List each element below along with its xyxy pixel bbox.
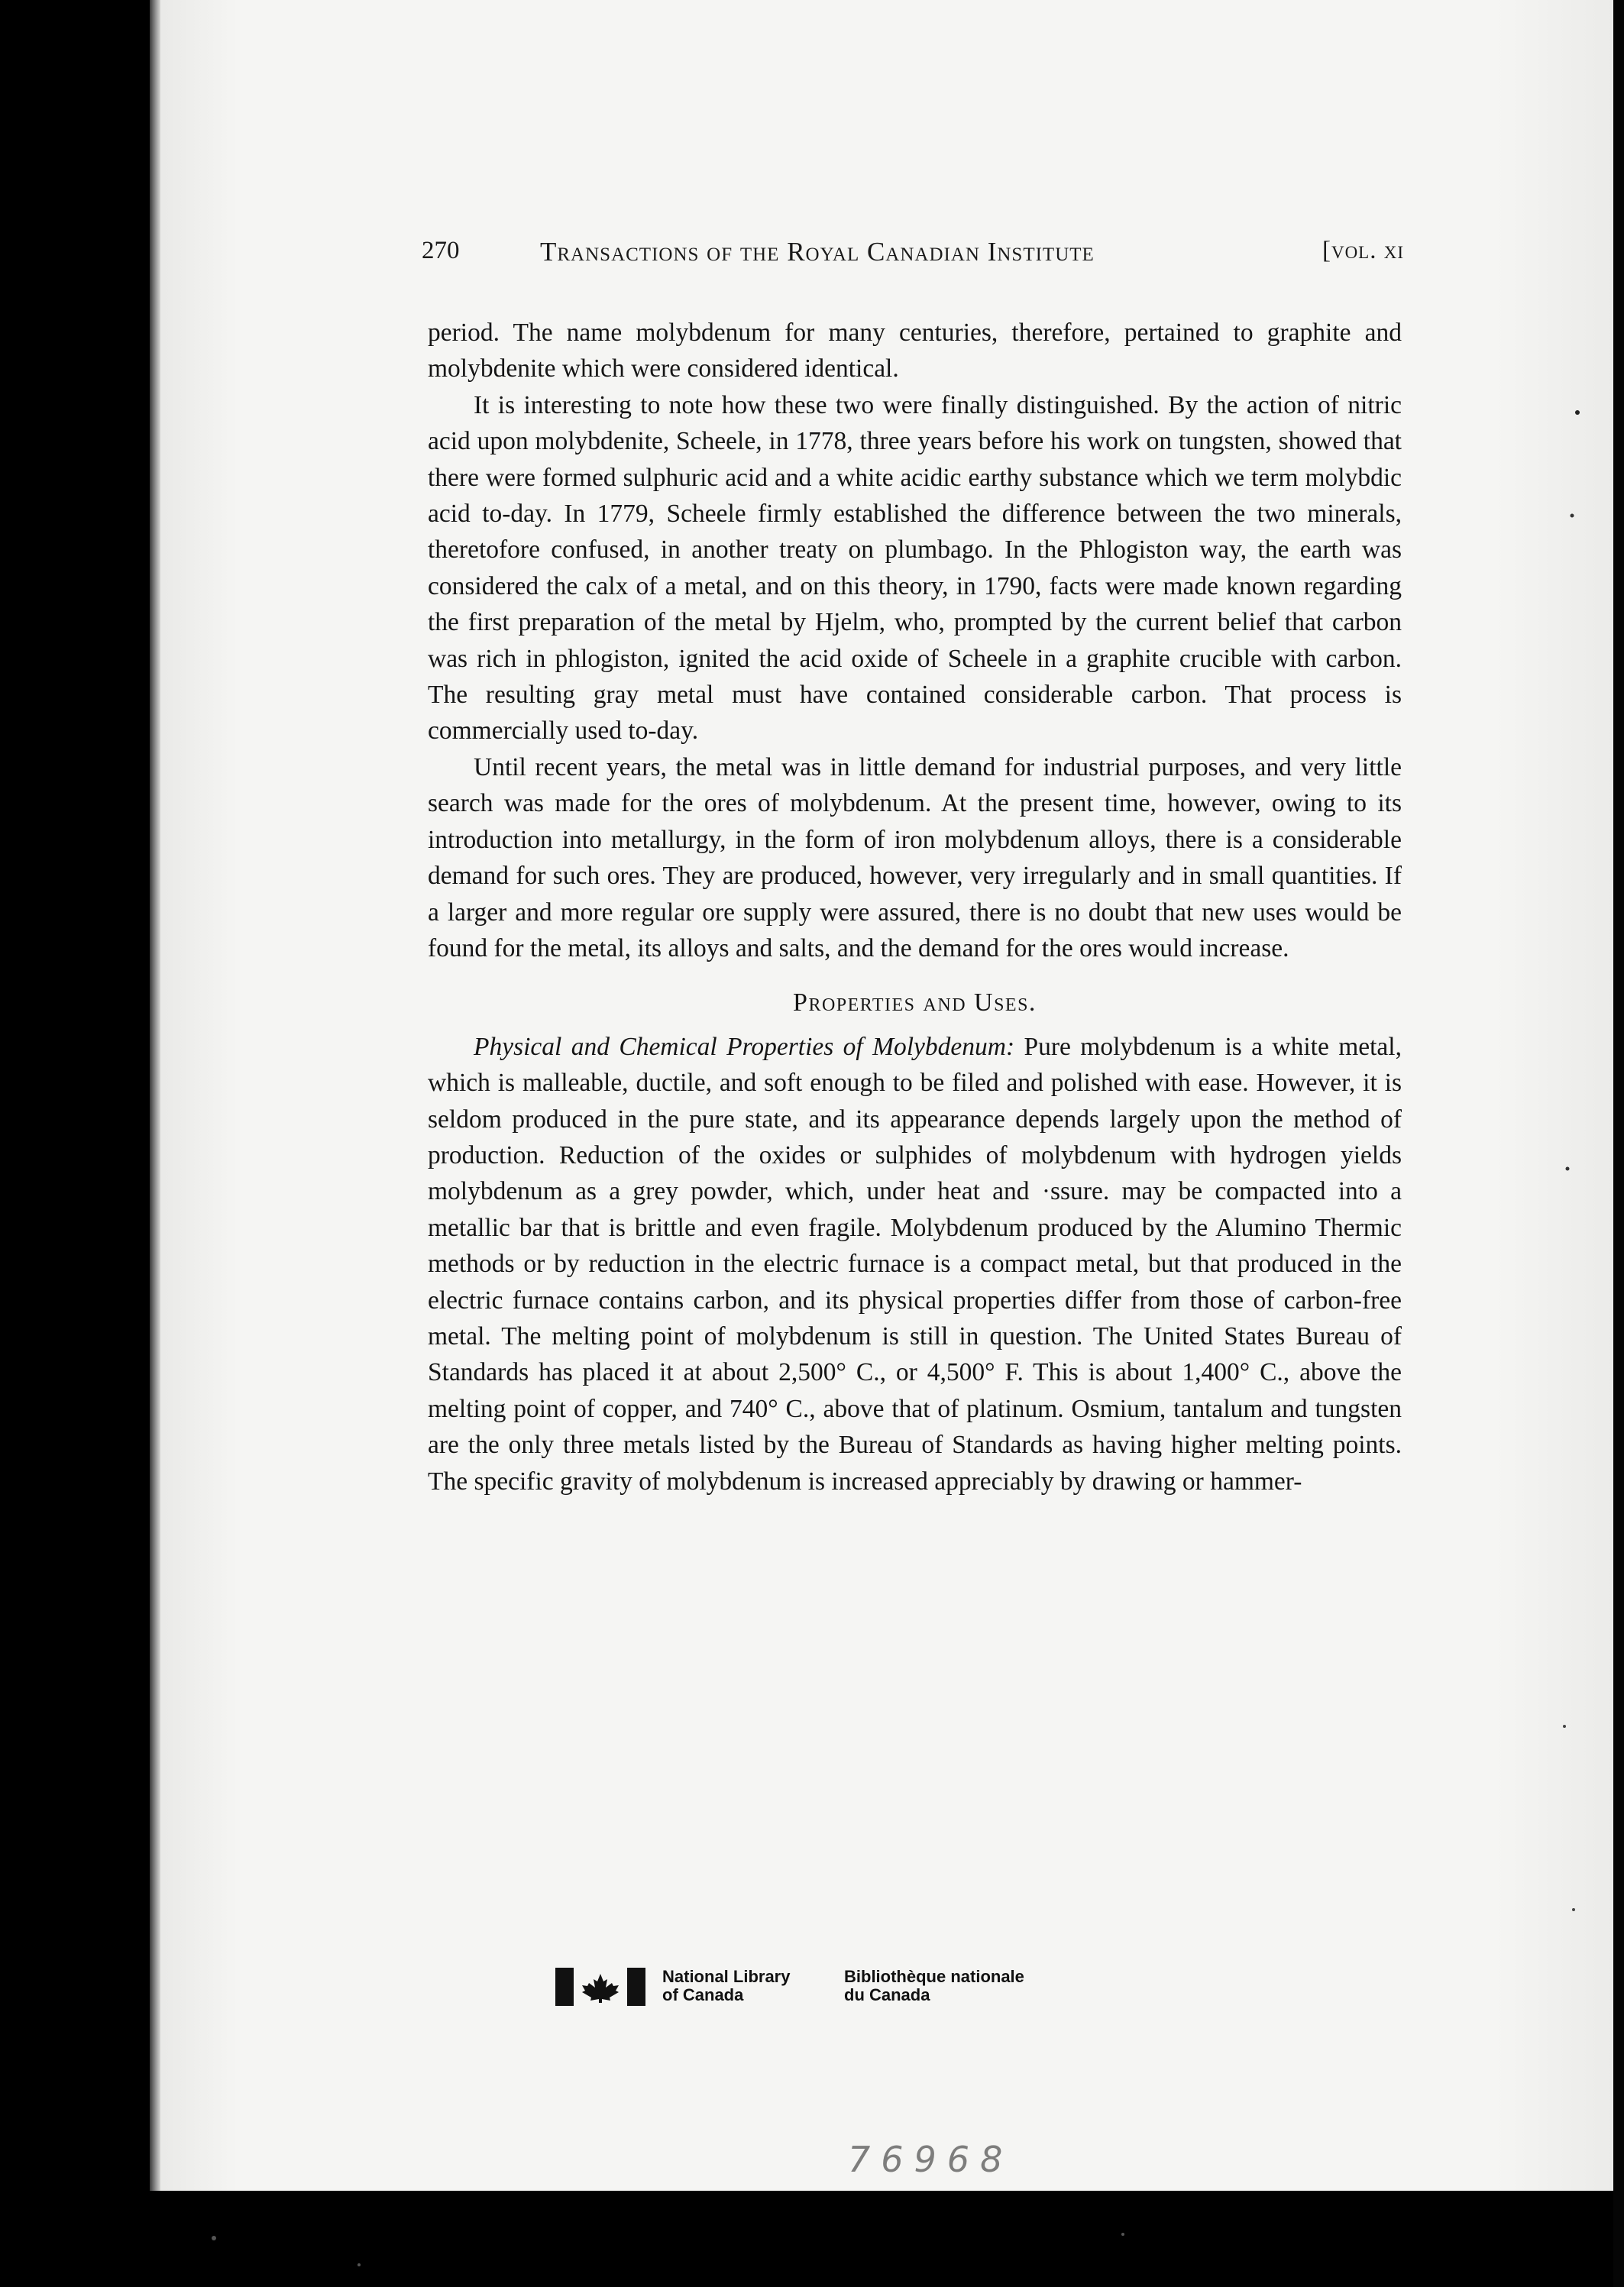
canada-flag-icon [555, 1968, 645, 2006]
paragraph-3: Until recent years, the metal was in little demand for industrial purposes, and very little search was made for the ores of molybdenum. At the present time, however, owing to its introduction into metallurgy, in the form of iron molybdenum alloys, there is a considerable demand for such ores. They are produced, however, very irregularly and in small quantities. If a larger and more regular ore supply were assured, there is no doubt that new uses would be found for the metal, its alloys and salts, and the demand for the ores would increase. [428, 752, 1402, 962]
page-right-edge [1613, 0, 1624, 2287]
main-text-block [428, 315, 1402, 1499]
paragraph-2: It is interesting to note how these two were finally distinguished. By the action of nitric acid upon molybdenite, Scheele, in 1778, three years before his work on tungsten, showed that there were formed sulphuric acid and a white acidic earthy substance which we term molybdic acid to-day. In 1779, Scheele firmly established the difference between the two minerals, theretofore confused, in another treaty on plumbago. In the Phlogiston way, the earth was considered the calx of a metal, and on this theory, in 1790, facts were made known regarding the first preparation of the metal by Hjelm, who, prompted by the current belief that carbon was rich in phlogiston, ignited the acid oxide of Scheele in a graphite crucible with carbon. The resulting gray metal must have contained considerable carbon. That process is commercially used to-day. [428, 390, 1402, 746]
paragraph-4-lead: Physical and Chemical Properties of Molybdenum: [474, 1032, 1015, 1061]
paragraph-4-body: Pure molybdenum is a white metal, which is malleable, ductile, and soft enough to be filed and polished with ease. However, it is seldom produced in the pure state, and its appearance depends largely upon the method of production. Reduction of the oxides or sulphides of molybdenum with hydrogen yields molybdenum as a grey powder, which, under heat and ·ssure. may be compacted into a metallic bar that is brittle and even fragile. Molybdenum produced by the Alumino Thermic methods or by reduction in the electric furnace is a compact metal, but that produced in the electric furnace contains carbon, and its physical properties differ from those of carbon-free metal. The melting point of molybdenum is still in question. The United States Bureau of Standards has placed it at about 2,500° C., or 4,500° F. This is about 1,400° C., above the melting point of copper, and 740° C., above that of platinum. Osmium, tantalum and tungsten are the only three metals listed by the Bureau of Standards as having higher melting points. The specific gravity of molybdenum is increased appreciably by drawing or hammer- [428, 1032, 1402, 1496]
paragraph-4 [428, 1029, 1402, 1499]
page-number: 270 [422, 237, 460, 264]
volume-label: [vol. xi [1322, 237, 1404, 264]
section-heading: Properties and Uses. [793, 988, 1037, 1017]
paragraph-1: period. The name molybdenum for many centuries, therefore, pertained to graphite and molybdenite which were considered identical. [428, 319, 1402, 383]
library-name-english: National Library of Canada [662, 1967, 791, 2004]
handwritten-accession-number: 76968 [848, 2139, 1014, 2180]
running-header [422, 237, 1404, 278]
maple-leaf-icon [578, 1972, 623, 2003]
page-spine-shadow [150, 0, 160, 2191]
library-footer [555, 1965, 1090, 2010]
running-title: Transactions of the Royal Canadian Institute [540, 237, 1095, 267]
library-name-french: Bibliothèque nationale du Canada [844, 1967, 1024, 2004]
